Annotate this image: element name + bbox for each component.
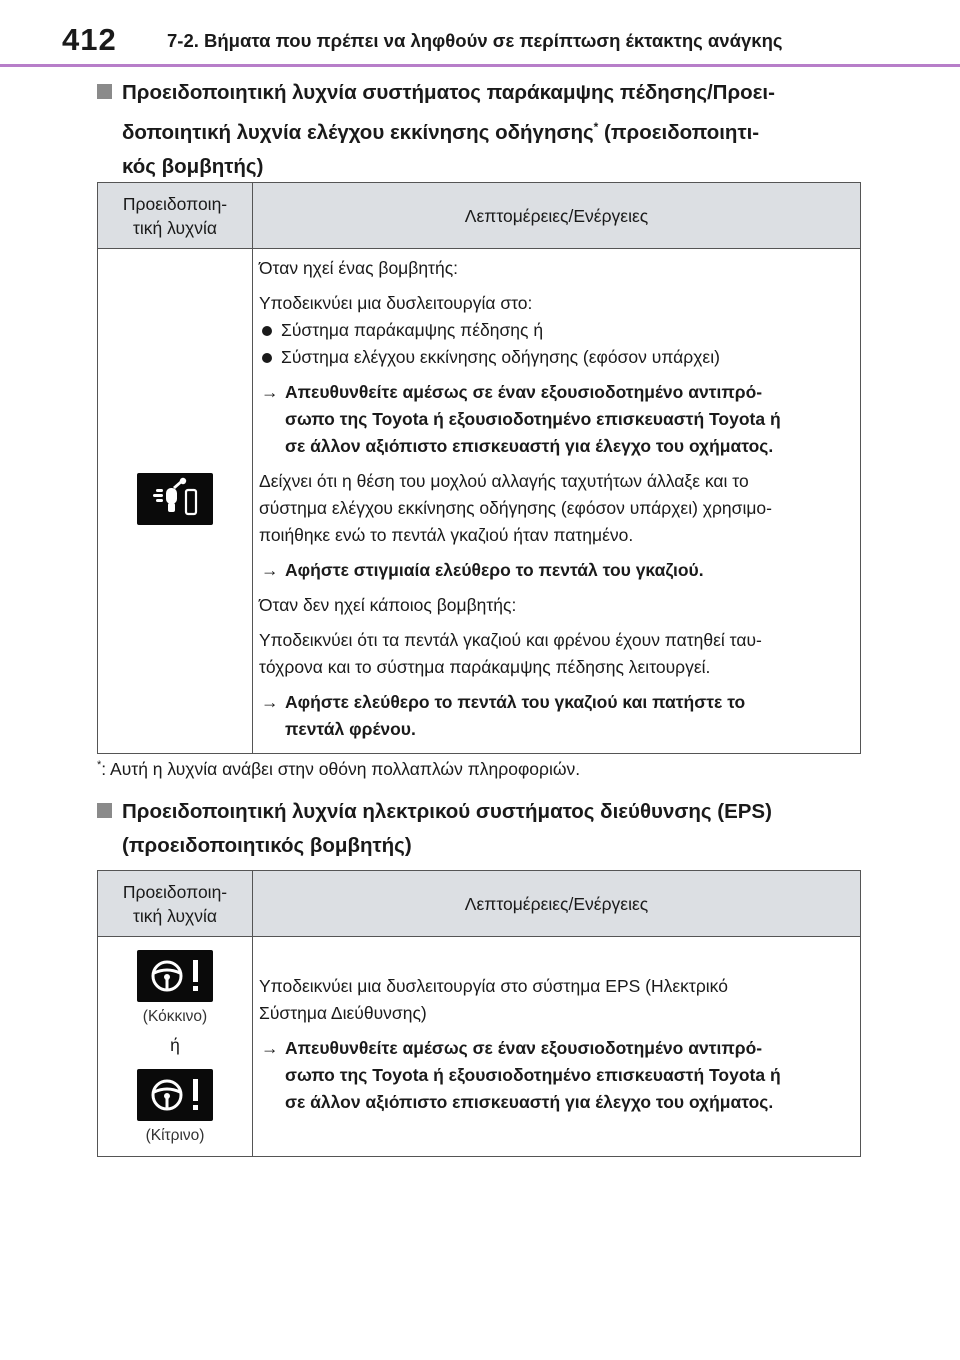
table-header-row	[98, 871, 861, 937]
bullet-item: Σύστημα ελέγχου εκκίνησης οδήγησης (εφόσον υπάρχει)	[259, 344, 854, 371]
chapter-title: 7-2. Βήματα που πρέπει να ληφθούν σε περίπτωση έκτακτης ανάγκης	[167, 30, 783, 51]
section-title-line: Προειδοποιητική λυχνία ηλεκτρικού συστήματος διεύθυνσης (EPS)	[122, 800, 772, 823]
details-cell	[253, 249, 861, 754]
header-details-actions: Λεπτομέρειες/Ενέργειες	[253, 871, 861, 937]
eps-malfunction-text: Υποδεικνύει μια δυσλειτουργία στο σύστημα EPS (Ηλεκτρικό Σύστημα Διεύθυνσης)	[259, 976, 728, 1023]
section-title-line: κός βομβητής)	[122, 154, 264, 178]
section-square-icon	[97, 803, 112, 818]
details-cell	[253, 937, 861, 1157]
arrow-icon: →	[261, 1038, 279, 1058]
header-warning-light: Προειδοποιη- τική λυχνία	[98, 871, 253, 937]
or-word: ή	[170, 1034, 180, 1055]
warning-table-eps	[97, 870, 861, 1157]
page-number: 412	[62, 22, 117, 57]
action-release-accelerator: → Αφήστε στιγμιαία ελεύθερο το πεντάλ του γκαζιού.	[259, 557, 854, 584]
footnote: *: Αυτή η λυχνία ανάβει στην οθόνη πολλαπλών πληροφοριών.	[97, 759, 581, 779]
brake-override-warning-icon	[137, 473, 213, 525]
table-header-row	[98, 183, 861, 249]
section-title-line: (προειδοποιητικός βομβητής)	[122, 834, 412, 857]
action-contact-dealer: → Απευθυνθείτε αμέσως σε έναν εξουσιοδοτημένο αντιπρό- σωπο της Toyota ή εξουσιοδοτημένο επισκευαστή Toyota ή σε άλλον αξιόπιστο επισκευαστή για έλεγχο του οχήματος.	[259, 379, 854, 460]
section-title-line: Προειδοποιητική λυχνία συστήματος παράκαμψης πέδησης/Προει-	[122, 81, 775, 104]
section-square-icon	[97, 84, 112, 99]
yellow-label: (Κίτρινο)	[145, 1126, 205, 1144]
red-label: (Κόκκινο)	[142, 1007, 208, 1025]
eps-steering-warning-icon	[137, 950, 213, 1002]
buzzer-on-text: Όταν ηχεί ένας βομβητής:	[259, 258, 459, 278]
page-header	[0, 0, 960, 66]
bullet-item: Σύστημα παράκαμψης πέδησης ή	[259, 317, 854, 344]
arrow-icon: →	[261, 560, 279, 580]
action-contact-dealer: → Απευθυνθείτε αμέσως σε έναν εξουσιοδοτημένο αντιπρό- σωπο της Toyota ή εξουσιοδοτημένο επισκευαστή Toyota ή σε άλλον αξιόπιστο επισκευαστή για έλεγχο του οχήματος.	[259, 1035, 854, 1116]
section-title-brake-override	[97, 76, 867, 184]
buzzer-off-text: Όταν δεν ηχεί κάποιος βομβητής:	[259, 595, 517, 615]
section-title-eps	[97, 795, 867, 863]
header-divider	[0, 64, 960, 67]
malfunction-text: Υποδεικνύει μια δυσλειτουργία στο:	[259, 293, 533, 313]
arrow-icon: →	[261, 382, 279, 402]
both-pedals-text: Υποδεικνύει ότι τα πεντάλ γκαζιού και φρένου έχουν πατηθεί ταυ- τόχρονα και το σύστημα παράκαμψης πέδησης λειτουργεί.	[259, 630, 762, 677]
warning-table-brake-override	[97, 182, 861, 754]
table-row	[98, 249, 861, 754]
table-row	[98, 937, 861, 1157]
asterisk-mark: *	[593, 120, 599, 134]
action-press-brake: → Αφήστε ελεύθερο το πεντάλ του γκαζιού και πατήστε το πεντάλ φρένου.	[259, 689, 854, 743]
icon-cell	[98, 937, 253, 1157]
section-title-line: δοποιητική λυχνία ελέγχου εκκίνησης οδήγησης* (προειδοποιητι-	[122, 120, 760, 144]
header-details-actions: Λεπτομέρειες/Ενέργειες	[253, 183, 861, 249]
eps-steering-warning-icon	[137, 1069, 213, 1121]
header-warning-light: Προειδοποιη- τική λυχνία	[98, 183, 253, 249]
shift-lever-text: Δείχνει ότι η θέση του μοχλού αλλαγής ταχυτήτων άλλαξε και το σύστημα ελέγχου εκκίνησης οδήγησης (εφόσον υπάρχει) χρησιμο- ποιήθηκε ενώ το πεντάλ γκαζιού ήταν πατημένο.	[259, 471, 772, 545]
arrow-icon: →	[261, 692, 279, 712]
footnote-asterisk: *	[97, 759, 102, 772]
icon-cell	[98, 249, 253, 754]
